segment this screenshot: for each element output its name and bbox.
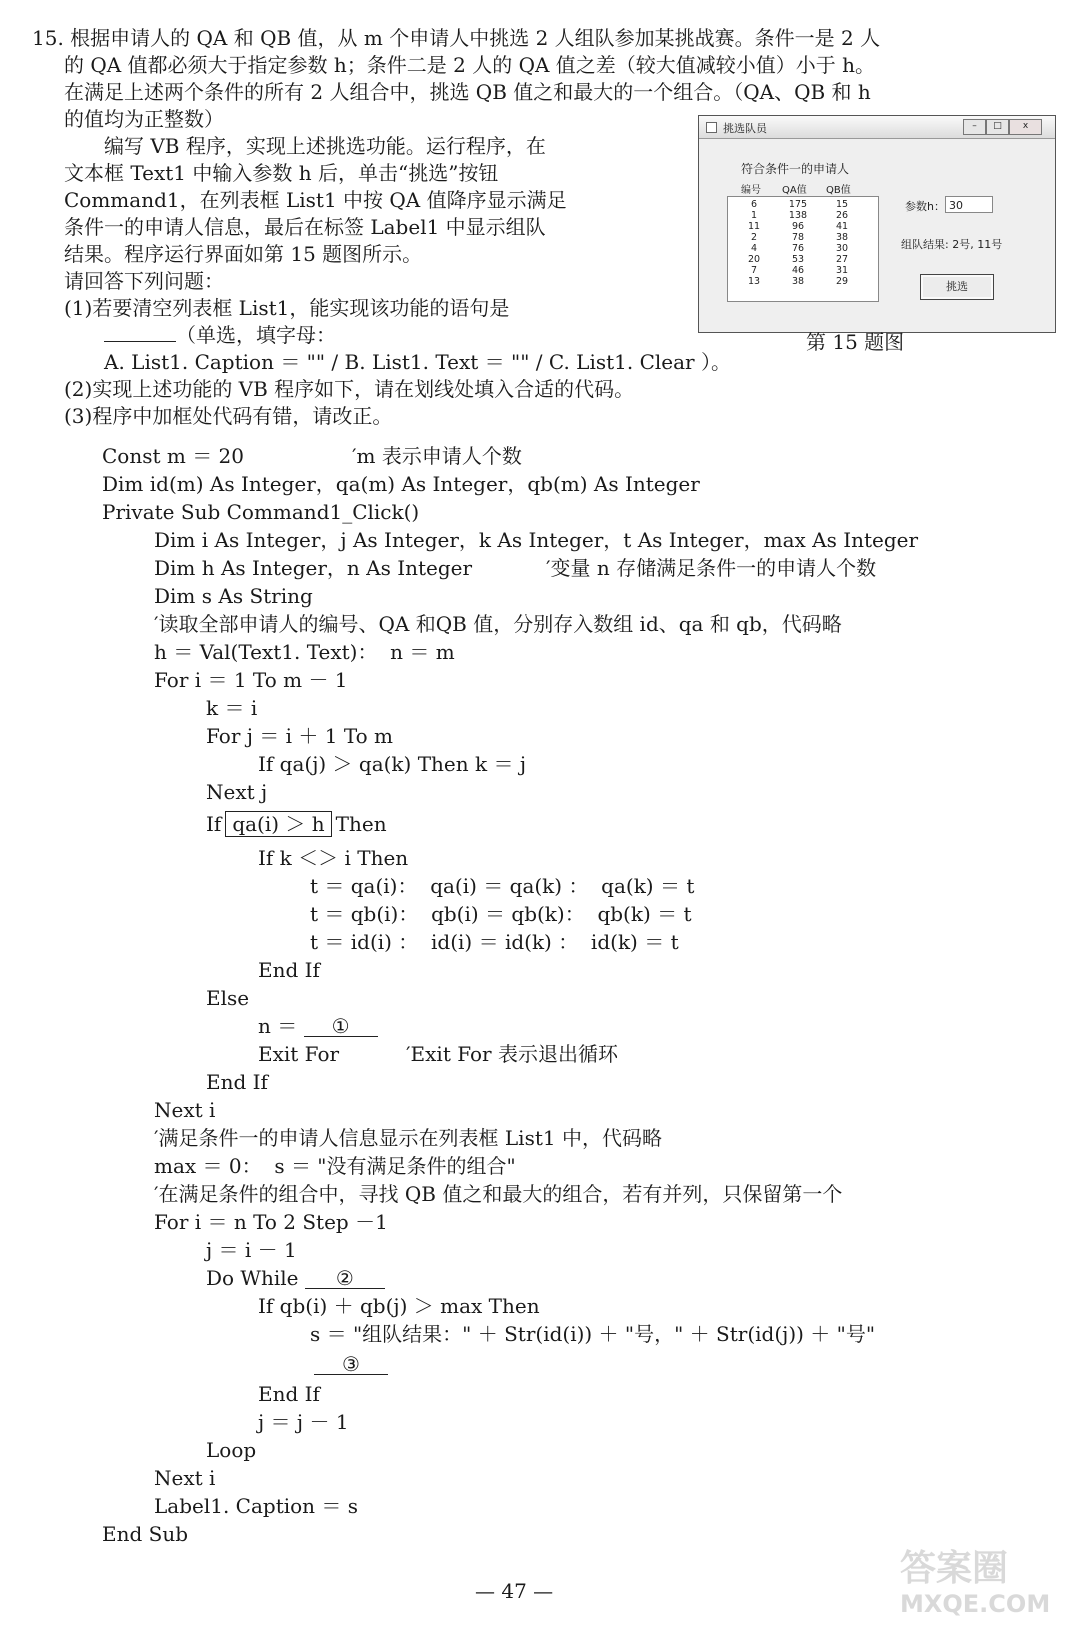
code-line — [206, 1266, 385, 1290]
list-item[interactable]: 30 — [835, 243, 849, 254]
list-item[interactable]: 38 — [791, 276, 805, 287]
question-1-options: A. List1. Caption ＝ "" / B. List1. Text ＝ "" / C. List1. Clear ）。 — [104, 350, 731, 374]
question-line-4: 的值均为正整数） — [64, 107, 224, 131]
list-item[interactable]: 78 — [791, 232, 805, 243]
code-line: k ＝ i — [206, 696, 258, 720]
code-line: Next j — [206, 780, 268, 804]
q1-instruction: （单选，填字母： — [176, 323, 336, 347]
code-line: Dim i As Integer，j As Integer，k As Integer，t As Integer，max As Integer — [154, 528, 919, 552]
list-item[interactable]: 4 — [750, 243, 758, 254]
question-line-9: 结果。程序运行界面如第 15 题图所示。 — [64, 242, 423, 266]
list-item[interactable]: 2 — [750, 232, 758, 243]
code-line: Next i — [154, 1098, 216, 1122]
text1-param-h-input[interactable]: 30 — [945, 196, 993, 213]
code-line — [310, 1352, 388, 1376]
question-1-blank-line — [104, 323, 336, 347]
code-line: t ＝ qb(i)： qb(i) ＝ qb(k)： qb(k) ＝ t — [310, 902, 692, 926]
list-item[interactable]: 138 — [788, 210, 808, 221]
list-item[interactable]: 53 — [791, 254, 805, 265]
question-line-5: 编写 VB 程序，实现上述挑选功能。运行程序，在 — [64, 134, 546, 158]
code-comment: ′m 表示申请人个数 — [352, 444, 522, 468]
label1-result: 组队结果: 2号, 11号 — [901, 238, 1003, 251]
list-item[interactable]: 7 — [750, 265, 758, 276]
question-line-6: 文本框 Text1 中输入参数 h 后，单击“挑选”按钮 — [64, 161, 499, 185]
col-header-qb: QB值 — [826, 185, 851, 196]
code-line: Loop — [206, 1438, 257, 1462]
question-line-10: 请回答下列问题： — [64, 269, 224, 293]
question-line-2: 的 QA 值都必须大于指定参数 h；条件二是 2 人的 QA 值之差（较大值减较小值）小于 h。 — [64, 53, 876, 77]
question-line-8: 条件一的申请人信息，最后在标签 Label1 中显示组队 — [64, 215, 546, 239]
code-text: Exit For — [258, 1042, 340, 1066]
code-line: Next i — [154, 1466, 216, 1490]
code-line: Dim id(m) As Integer，qa(m) As Integer，qb(m) As Integer — [102, 472, 700, 496]
window-title: 挑选队员 — [723, 122, 767, 135]
list-group-label: 符合条件一的申请人 — [741, 162, 850, 176]
code-line: t ＝ id(i) ： id(i) ＝ id(k) ： id(k) ＝ t — [310, 930, 679, 954]
code-line: h ＝ Val(Text1. Text)： n ＝ m — [154, 640, 455, 664]
code-line: s ＝ "组队结果：" ＋ Str(id(i)) ＋ "号，" ＋ Str(id(j)) ＋ "号" — [310, 1322, 876, 1346]
code-line — [102, 444, 522, 468]
code-line: For i ＝ n To 2 Step －1 — [154, 1210, 388, 1234]
answer-blank-3: ③ — [314, 1354, 388, 1375]
maximize-icon[interactable]: □ — [986, 119, 1009, 135]
listbox-id-column — [734, 199, 774, 287]
code-text: Do While — [206, 1266, 299, 1290]
listbox-qb-column — [822, 199, 862, 287]
list-item[interactable]: 6 — [750, 199, 758, 210]
list-item[interactable]: 76 — [791, 243, 805, 254]
figure-caption: 第 15 题图 — [806, 330, 905, 354]
code-line: If qa(j) ＞ qa(k) Then k ＝ j — [258, 752, 527, 776]
code-line: Else — [206, 986, 250, 1010]
list-item[interactable]: 1 — [750, 210, 758, 221]
code-line: t ＝ qa(i)： qa(i) ＝ qa(k) ： qa(k) ＝ t — [310, 874, 695, 898]
list1-listbox[interactable] — [727, 196, 879, 302]
code-line: j ＝ j － 1 — [258, 1410, 349, 1434]
code-line: For i ＝ 1 To m － 1 — [154, 668, 348, 692]
question-3: (3)程序中加框处代码有错，请改正。 — [64, 404, 393, 428]
list-item[interactable]: 11 — [747, 221, 761, 232]
code-line: If qb(i) ＋ qb(j) ＞ max Then — [258, 1294, 540, 1318]
code-comment: ′在满足条件的组合中，寻找 QB 值之和最大的组合，若有并列，只保留第一个 — [154, 1182, 843, 1206]
code-line: End Sub — [102, 1522, 189, 1546]
code-line — [258, 1042, 618, 1066]
list-item[interactable]: 31 — [835, 265, 849, 276]
watermark-logo: 答案圈 — [900, 1548, 1009, 1589]
question-2: (2)实现上述功能的 VB 程序如下，请在划线处填入合适的代码。 — [64, 377, 635, 401]
list-item[interactable]: 15 — [835, 199, 849, 210]
code-text: Then — [335, 812, 387, 836]
code-comment: ′读取全部申请人的编号、QA 和QB 值，分别存入数组 id、qa 和 qb，代码略 — [154, 612, 842, 636]
code-line — [154, 556, 877, 580]
list-item[interactable]: 29 — [835, 276, 849, 287]
list-item[interactable]: 26 — [835, 210, 849, 221]
code-line: max ＝ 0： s ＝ "没有满足条件的组合" — [154, 1154, 516, 1178]
question-1: (1)若要清空列表框 List1，能实现该功能的语句是 — [64, 296, 510, 320]
param-h-label: 参数h： — [905, 200, 945, 213]
program-window-figure — [698, 115, 1056, 333]
code-text: If — [206, 812, 222, 836]
q1-answer-blank — [104, 341, 176, 342]
code-line: Dim s As String — [154, 584, 313, 608]
app-icon — [706, 122, 717, 133]
watermark-url: MXQE.COM — [900, 1590, 1051, 1618]
minimize-icon[interactable]: – — [963, 119, 986, 135]
answer-blank-1: ① — [304, 1016, 378, 1037]
question-line-1: 15. 根据申请人的 QA 和 QB 值，从 m 个申请人中挑选 2 人组队参加某挑战赛。条件一是 2 人 — [32, 26, 881, 50]
list-item[interactable]: 46 — [791, 265, 805, 276]
code-line: If k ＜＞ i Then — [258, 846, 409, 870]
list-item[interactable]: 20 — [747, 254, 761, 265]
code-comment: ′Exit For 表示退出循环 — [406, 1042, 618, 1066]
code-text: Const m ＝ 20 — [102, 444, 245, 468]
code-line — [258, 1014, 378, 1038]
code-comment: ′满足条件一的申请人信息显示在列表框 List1 中，代码略 — [154, 1126, 662, 1150]
list-item[interactable]: 13 — [747, 276, 761, 287]
list-item[interactable]: 27 — [835, 254, 849, 265]
code-text: n ＝ — [258, 1014, 298, 1038]
code-line: End If — [258, 958, 320, 982]
code-line — [206, 812, 387, 836]
question-line-3: 在满足上述两个条件的所有 2 人组合中，挑选 QB 值之和最大的一个组合。（QA、QB 和 h — [64, 80, 871, 104]
answer-blank-2: ② — [305, 1268, 385, 1289]
list-item[interactable]: 175 — [788, 199, 808, 210]
command1-pick-button[interactable]: 挑选 — [920, 274, 994, 300]
list-item[interactable]: 41 — [835, 221, 849, 232]
code-comment: ′变量 n 存储满足条件一的申请人个数 — [546, 556, 877, 580]
code-line: Private Sub Command1_Click() — [102, 500, 420, 524]
code-line: End If — [258, 1382, 320, 1406]
list-item[interactable]: 38 — [835, 232, 849, 243]
list-item[interactable]: 96 — [791, 221, 805, 232]
question-line-7: Command1，在列表框 List1 中按 QA 值降序显示满足 — [64, 188, 567, 212]
listbox-qa-column — [778, 199, 818, 287]
code-line: j ＝ i － 1 — [206, 1238, 297, 1262]
col-header-qa: QA值 — [782, 185, 807, 196]
close-icon[interactable]: x — [1009, 119, 1042, 135]
code-line: For j ＝ i ＋ 1 To m — [206, 724, 394, 748]
code-line: End If — [206, 1070, 268, 1094]
code-text: Dim h As Integer，n As Integer — [154, 556, 473, 580]
window-titlebar — [699, 116, 1055, 139]
col-header-id: 编号 — [741, 185, 761, 196]
code-line: Label1. Caption ＝ s — [154, 1494, 359, 1518]
boxed-error-code: qa(i) ＞ h — [225, 811, 331, 837]
page-number: — 47 — — [475, 1579, 554, 1603]
